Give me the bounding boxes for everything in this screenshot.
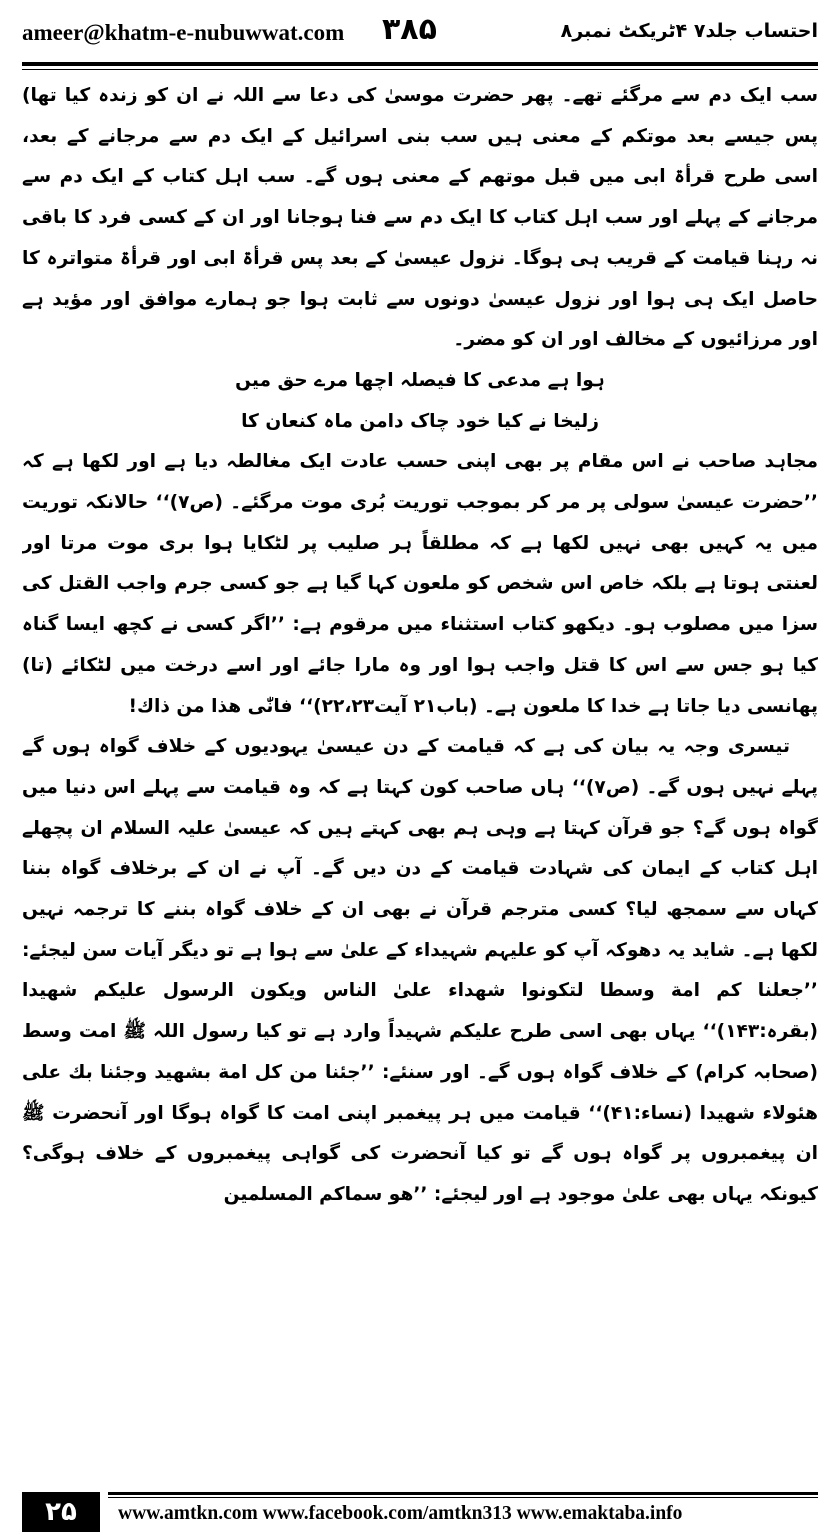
- body-paragraph-1: سب ایک دم سے مرگئے تھے۔ پھر حضرت موسیٰ کی دعا سے اللہ نے ان کو زندہ کیا تھا) پس جیسے بعد موتکم کے معنی ہیں سب بنی اسرائیل کے ایک دم سے مرجانے کے بعد، اسی طرح قرأۃ ابی میں قبل موتھم کے معنی ہوں گے۔ سب اہل کتاب کے ایک دم سے مرجانے کے پہلے اور سب اہل کتاب کا ایک دم سے فنا ہوجانا اور ان کے کسی فرد کا باقی نہ رہنا قیامت کے قریب ہی ہوگا۔ نزول عیسیٰ کے بعد پس قرأۃ ابی اور قرأۃ متواترہ کا حاصل ایک ہی ہوا اور نزول عیسیٰ دونوں سے ثابت ہوا جو ہمارے موافق اور مؤید ہے اور مرزائیوں کے مخالف اور ان کو مضر۔: [22, 85, 818, 351]
- footer-page-number: ۲۵: [22, 1492, 100, 1532]
- page-header: [22, 12, 818, 58]
- header-page-number: ۳۸۵: [382, 12, 437, 47]
- footer-rule-thin: [108, 1497, 818, 1498]
- header-email: ameer@khatm-e-nubuwwat.com: [22, 20, 345, 45]
- body-paragraph-2: مجاہد صاحب نے اس مقام پر بھی اپنی حسب عادت ایک مغالطہ دیا ہے اور لکھا ہے کہ ’’حضرت عیسیٰ سولی پر مر کر بموجب توریت بُری موت مرگئے۔ (ص۷)‘‘ حالانکہ توریت میں یہ کہیں بھی نہیں لکھا ہے کہ مطلقاً ہر صلیب پر لٹکایا ہوا بری موت مرتا اور لعنتی ہوتا ہے بلکہ خاص اس شخص کو ملعون کہا گیا ہے جو کسی جرم واجب القتل کی سزا میں مصلوب ہو۔ دیکھو کتاب استثناء میں مرقوم ہے: ’’اگر کسی نے کچھ ایسا گناہ کیا ہو جس سے اس کا قتل واجب ہوا اور وہ مارا جائے اور اسے درخت میں لٹکائے (تا) پھانسی دیا جاتا ہے خدا کا ملعون ہے۔ (باب۲۱ آیت۲۲،۲۳)‘‘ فانّٰی ھذا من ذاك!: [22, 451, 818, 717]
- page-footer: [22, 1492, 818, 1532]
- body-paragraph-3: تیسری وجہ یہ بیان کی ہے کہ قیامت کے دن عیسیٰ یہودیوں کے خلاف گواہ ہوں گے پہلے نہیں ہوں گے۔ (ص۷)‘‘ ہاں صاحب کون کہتا ہے کہ وہ قیامت سے پہلے اس دنیا میں گواہ ہوں گے؟ جو قرآن کہتا ہے وہی ہم بھی کہتے ہیں کہ عیسیٰ علیہ السلام ان پچھلے اہل کتاب کے ایمان کی شہادت قیامت کے دن دیں گے۔ آپ نے ان کے برخلاف گواہ بننا کہاں سے سمجھ لیا؟ کسی مترجم قرآن نے بھی ان کے خلاف گواہ بننے کا ترجمہ نہیں لکھا ہے۔ شاید یہ دھوکہ آپ کو علیہم شہیداء کے علیٰ سے ہوا ہے تو دیگر آیات سن لیجئے: ’’جعلنا کم امة وسطا لتكونوا شهداء علىٰ الناس ويكون الرسول عليكم شهيدا (بقرہ:۱۴۳)‘‘ یہاں بھی اسی طرح علیکم شہیداً وارد ہے تو کیا رسول اللہ ﷺ امت وسط (صحابہ کرام) کے خلاف گواہ ہوں گے۔ اور سنئے: ’’جئنا من كل امة بشهيد وجئنا بك على هئولاء شهيدا (نساء:۴۱)‘‘ قیامت میں ہر پیغمبر اپنی امت کا گواہ ہوگا اور آنحضرت ﷺ ان پیغمبروں پر گواہ ہوں گے تو کیا آنحضرت کی گواہی پیغمبروں کے خلاف ہوگی؟ کیونکہ یہاں بھی علیٰ موجود ہے اور لیجئے: ’’ھو سماکم المسلمین: [22, 736, 818, 1205]
- poem-line-2: زلیخا نے کیا خود چاک دامن ماہ کنعان کا: [241, 410, 599, 432]
- footer-rule: [108, 1492, 818, 1495]
- poem-line-1: ہوا ہے مدعی کا فیصلہ اچھا مرے حق میں: [235, 369, 605, 391]
- page-body: [22, 76, 818, 1476]
- header-rule: [22, 62, 818, 66]
- footer-links: www.amtkn.com www.facebook.com/amtkn313 www.emaktaba.info: [118, 1503, 683, 1524]
- header-tract-label: احتساب جلد۷ ۴ٹریکٹ نمبر۸: [560, 20, 818, 42]
- header-rule-thin: [22, 69, 818, 70]
